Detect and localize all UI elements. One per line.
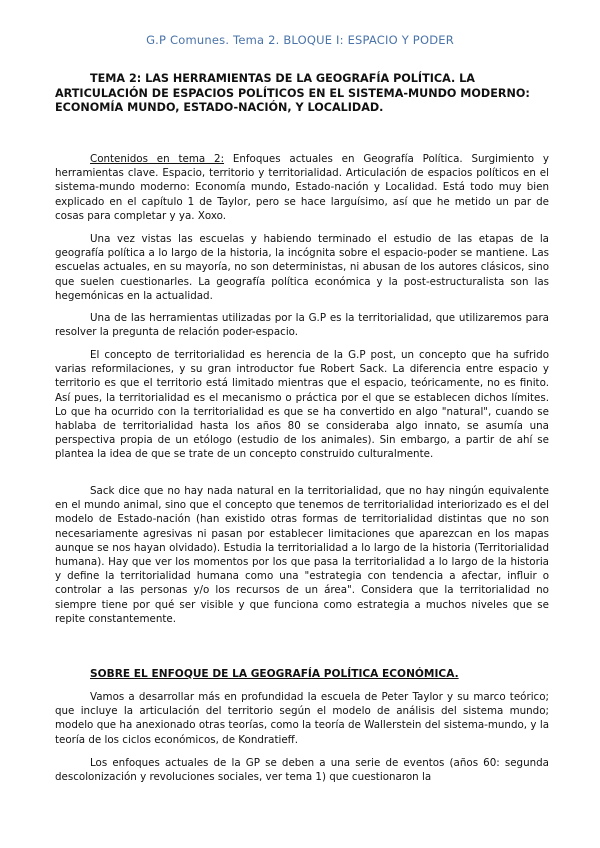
paragraph-tools: Una de las herramientas utilizadas por la G.P es la territorialidad, que utilizaremos para resolver la pregunta de relación poder-espacio.: [55, 312, 549, 339]
paragraph-taylor: Vamos a desarrollar más en profundidad la escuela de Peter Taylor y su marco teórico; que incluye la articulación del territorio según el modelo de análisis del sistema mundo; modelo que ha anexionado otras teorías, como la teoría de Wallerstein del sistema-mundo, y la teoría de los ciclos económicos, de Kondratieff.: [55, 691, 549, 746]
paragraph-territoriality-concept: El concepto de territorialidad es herencia de la G.P post, un concepto que ha sufrido varias reformilaciones, y su gran introductor fue Robert Sack. La diferencia entre espacio y territorio es que el territorio está limitado mientras que el espacio, teóricamente, no es finito. Así pues, la territorialidad es el mecanismo o práctica por el que se establecen dichos límites. Lo que ha ocurrido con la territorialidad es que se ha convertido en algo "natural", cuando se hablaba de territorialidad hasta los años 80 se consideraba algo innato, se asumía una perspectiva propia de un etólogo (estudio de los animales). Sin embargo, a partir de ahí se plantea la idea de que se trate de un concepto construido culturalmente.: [55, 349, 549, 461]
paragraph-schools: Una vez vistas las escuelas y habiendo terminado el estudio de las etapas de la geografía política a lo largo de la historia, la incógnita sobre el espacio-poder se mantiene. Las escuelas actuales, en su mayoría, no son deterministas, ni abusan de los autores clásicos, sino que suelen cuestionarles. La geografía política económica y la post-estructuralista son las hegemónicas en la actualidad.: [55, 233, 549, 302]
section-title: SOBRE EL ENFOQUE DE LA GEOGRAFÍA POLÍTICA ECONÓMICA.: [90, 668, 459, 680]
paragraph-current-approaches: Los enfoques actuales de la GP se deben a una serie de eventos (años 60: segunda descolonización y revoluciones sociales, ver tema 1) que cuestionaron la: [55, 757, 549, 784]
contents-text: Enfoques actuales en Geografía Política. Surgimiento y herramientas clave. Espacio, territorio y territorialidad. Articulación de espacios políticos en el sistema-mundo moderno: Economía mundo, Estado-nación y Localidad. Está todo muy bien explicado en el capítulo 1 de Taylor, pero se hace larguísimo, así que he metido un par de cosas para completar y ya. Xoxo.: [55, 153, 549, 222]
paragraph-sack: Sack dice que no hay nada natural en la territorialidad, que no hay ningún equivalente en el mundo animal, sino que el concepto que tenemos de territorialidad interiorizado es el del modelo de Estado-nación (han existido otras formas de territorialidad distintas que no son necesariamente agresivas ni pasan por establecer limitaciones que aparezcan en los mapas aunque se nos hayan olvidado). Estudia la territorialidad a lo largo de la historia (Territorialidad humana). Hay que ver los momentos por los que pasa la territorialidad a lo largo de la historia y define la territorialidad humana como una "estrategia con tendencia a afectar, influir o controlar a las personas y/o los recursos de un área". Considera que la territorialidad no siempre tiene por qué ser visible y que funciona como estrategia a muchos niveles que se repite constantemente.: [55, 485, 549, 625]
paragraph-contents: [55, 152, 549, 223]
contents-label: Contenidos en tema 2:: [90, 153, 225, 165]
running-header: G.P Comunes. Tema 2. BLOQUE I: ESPACIO Y PODER: [146, 33, 454, 47]
document-title: TEMA 2: LAS HERRAMIENTAS DE LA GEOGRAFÍA POLÍTICA. LA ARTICULACIÓN DE ESPACIOS POLÍTICOS EN EL SISTEMA-MUNDO MODERNO: ECONOMÍA MUNDO, ESTADO-NACIÓN, Y LOCALIDAD.: [55, 72, 530, 114]
